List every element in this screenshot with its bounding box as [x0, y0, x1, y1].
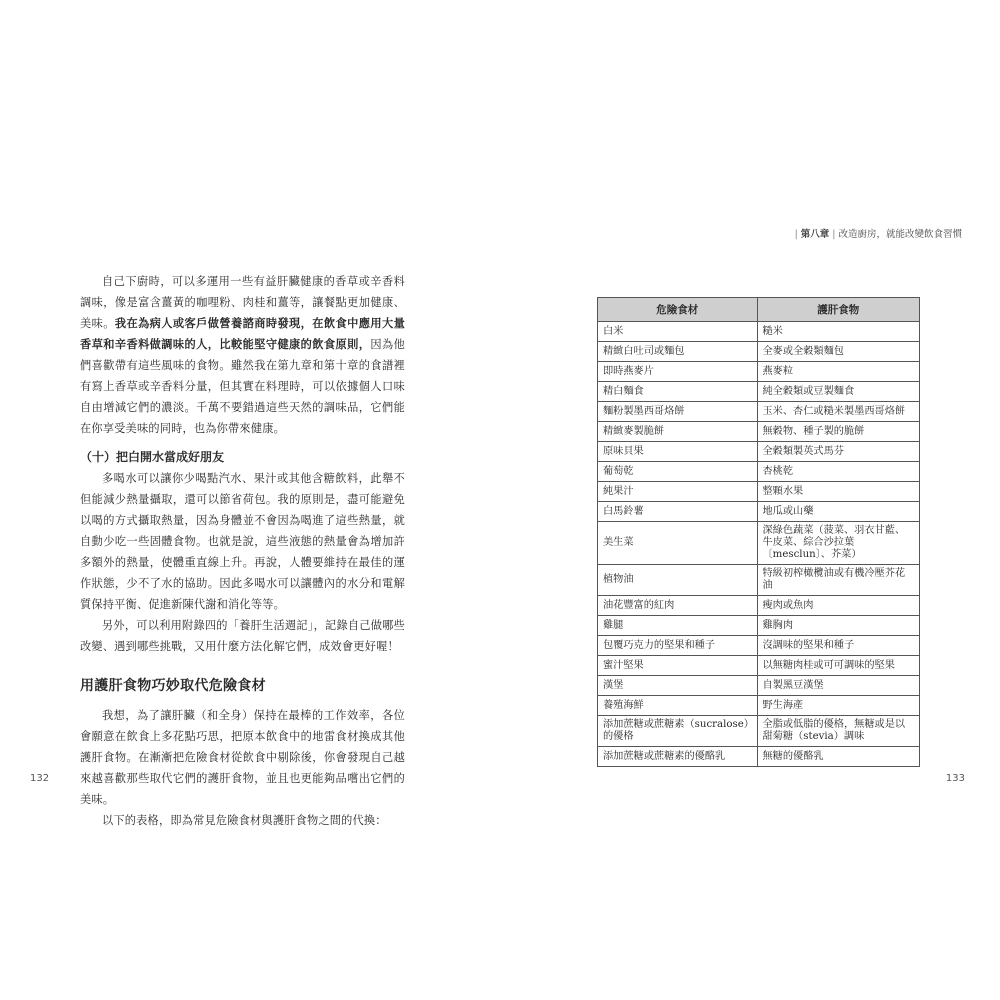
- paragraph-journal: 另外，可以利用附錄四的「養肝生活週記」，記錄自己做哪些改變、遇到哪些挑戰，又用什麼方法化解它們，成效會更好喔！: [80, 619, 405, 653]
- risky-food-cell: 白米: [598, 322, 758, 342]
- table-row: [598, 696, 920, 716]
- liver-food-cell: 自製黑豆漢堡: [757, 676, 920, 696]
- page-number-left: 132: [30, 773, 50, 784]
- risky-food-cell: 漢堡: [598, 676, 758, 696]
- risky-food-cell: 純果汁: [598, 482, 758, 502]
- risky-food-cell: 原味貝果: [598, 442, 758, 462]
- paragraph-herbs-spices-part2: 因為他們喜歡帶有這些風味的食物。雖然我在第九章和第十章的食譜裡有寫上香草或辛香料分量，但其實在料理時，可以依據個人口味自由增減它們的濃淡。千萬不要錯過這些天然的調味品，它們能在你享受美味的同時，也為你帶來健康。: [80, 338, 405, 435]
- table-row: [598, 362, 920, 382]
- liver-food-cell: 瘦肉或魚肉: [757, 596, 920, 616]
- liver-food-cell: 沒調味的堅果和種子: [757, 636, 920, 656]
- risky-food-cell: 添加蔗糖或蔗糖素（sucralose）的優格: [598, 716, 758, 747]
- paragraph-water: 多喝水可以讓你少喝點汽水、果汁或其他含糖飲料，此舉不但能減少熱量攝取，還可以節省荷包。我的原則是，盡可能避免以喝的方式攝取熱量，因為身體並不會因為喝進了這些熱量，就自動少吃一些固體食物。也就是說，這些液態的熱量會為增加許多額外的熱量，使體重直線上升。再說，人體要維持在最佳的運作狀態，少不了水的協助。因此多喝水可以讓體內的水分和電解質保持平衡、促進新陳代謝和消化等等。: [80, 472, 405, 611]
- risky-food-cell: 包覆巧克力的堅果和種子: [598, 636, 758, 656]
- left-page-body: [80, 271, 405, 831]
- liver-food-cell: 全脂或低脂的優格，無糖或是以甜菊糖（stevia）調味: [757, 716, 920, 747]
- header-title: 改造廚房，就能改變飲食習慣: [838, 229, 962, 240]
- liver-food-cell: 以無糖肉桂或可可調味的堅果: [757, 656, 920, 676]
- liver-food-cell: 全麥或全穀類麵包: [757, 342, 920, 362]
- risky-food-cell: 添加蔗糖或蔗糖素的優酪乳: [598, 747, 758, 767]
- table-header-risky-food: 危險食材: [598, 298, 758, 322]
- running-header: [792, 226, 962, 240]
- liver-food-cell: 純全穀類或豆製麵食: [757, 382, 920, 402]
- risky-food-cell: 即時燕麥片: [598, 362, 758, 382]
- subheading-water: （十）把白開水當成好朋友: [80, 450, 225, 464]
- table-row: [598, 522, 920, 565]
- table-row: [598, 402, 920, 422]
- table-row: [598, 716, 920, 747]
- table-header-liver-food: 護肝食物: [757, 298, 920, 322]
- substitution-table: [597, 297, 920, 767]
- liver-food-cell: 全穀類製英式馬芬: [757, 442, 920, 462]
- header-divider: |: [794, 229, 798, 240]
- liver-food-cell: 燕麥粒: [757, 362, 920, 382]
- risky-food-cell: 葡萄乾: [598, 462, 758, 482]
- page-number-right: 133: [945, 773, 965, 784]
- table-row: [598, 342, 920, 362]
- liver-food-cell: 無糖的優酪乳: [757, 747, 920, 767]
- liver-food-cell: 整顆水果: [757, 482, 920, 502]
- risky-food-cell: 美生菜: [598, 522, 758, 565]
- table-row: [598, 502, 920, 522]
- risky-food-cell: 白馬鈴薯: [598, 502, 758, 522]
- header-chapter: 第八章: [800, 229, 830, 240]
- table-row: [598, 747, 920, 767]
- risky-food-cell: 精白麵食: [598, 382, 758, 402]
- risky-food-cell: 精緻白吐司或麵包: [598, 342, 758, 362]
- risky-food-cell: 精緻麥製脆餅: [598, 422, 758, 442]
- risky-food-cell: 養殖海鮮: [598, 696, 758, 716]
- liver-food-cell: 杏桃乾: [757, 462, 920, 482]
- table-row: [598, 596, 920, 616]
- risky-food-cell: 植物油: [598, 565, 758, 596]
- paragraph-table-intro: 以下的表格，即為常見危險食材與護肝食物之間的代換：: [102, 814, 387, 827]
- table-row: [598, 636, 920, 656]
- table-row: [598, 382, 920, 402]
- paragraph-herbs-spices-bold: 我在為病人或客戶做營養諮商時發現，在飲食中應用大量香草和辛香料做調味的人，比較能堅守健康的飲食原則，: [80, 316, 405, 351]
- liver-food-cell: 野生海產: [757, 696, 920, 716]
- risky-food-cell: 油花豐富的紅肉: [598, 596, 758, 616]
- liver-food-cell: 地瓜或山藥: [757, 502, 920, 522]
- table-row: [598, 422, 920, 442]
- liver-food-cell: 無穀物、種子製的脆餅: [757, 422, 920, 442]
- header-divider: |: [832, 229, 836, 240]
- table-header-row: [598, 298, 920, 322]
- table-row: [598, 656, 920, 676]
- liver-food-cell: 糙米: [757, 322, 920, 342]
- right-page: [500, 0, 1000, 1000]
- liver-food-cell: 玉米、杏仁或糙米製墨西哥烙餅: [757, 402, 920, 422]
- paragraph-substitution: 我想，為了讓肝臟（和全身）保持在最棒的工作效率，各位會願意在飲食上多花點巧思，把原本飲食中的地雷食材換成其他護肝食物。在漸漸把危險食材從飲食中剔除後，你會發現自己越來越喜歡那些取代它們的護肝食物，並且也更能夠品嚐出它們的美味。: [80, 709, 405, 806]
- table-row: [598, 482, 920, 502]
- table-row: [598, 462, 920, 482]
- table-body: [598, 322, 920, 767]
- table-row: [598, 442, 920, 462]
- liver-food-cell: 深綠色蔬菜（菠菜、羽衣甘藍、牛皮菜、綜合沙拉葉〔mesclun〕、芥菜）: [757, 522, 920, 565]
- risky-food-cell: 麵粉製墨西哥烙餅: [598, 402, 758, 422]
- table-row: [598, 616, 920, 636]
- risky-food-cell: 蜜汁堅果: [598, 656, 758, 676]
- liver-food-cell: 雞胸肉: [757, 616, 920, 636]
- table-row: [598, 322, 920, 342]
- paragraph-herbs-spices: [80, 271, 405, 439]
- risky-food-cell: 雞腿: [598, 616, 758, 636]
- liver-food-cell: 特級初榨橄欖油或有機冷壓芥花油: [757, 565, 920, 596]
- table-row: [598, 565, 920, 596]
- table-row: [598, 676, 920, 696]
- section-title: 用護肝食物巧妙取代危險食材: [80, 678, 266, 694]
- paragraph-herbs-spices-part1: 自己下廚時，可以多運用一些有益肝臟健康的香草或辛香料調味，像是富含薑黃的咖哩粉、肉桂和薑等，讓餐點更加健康、美味。: [80, 275, 405, 330]
